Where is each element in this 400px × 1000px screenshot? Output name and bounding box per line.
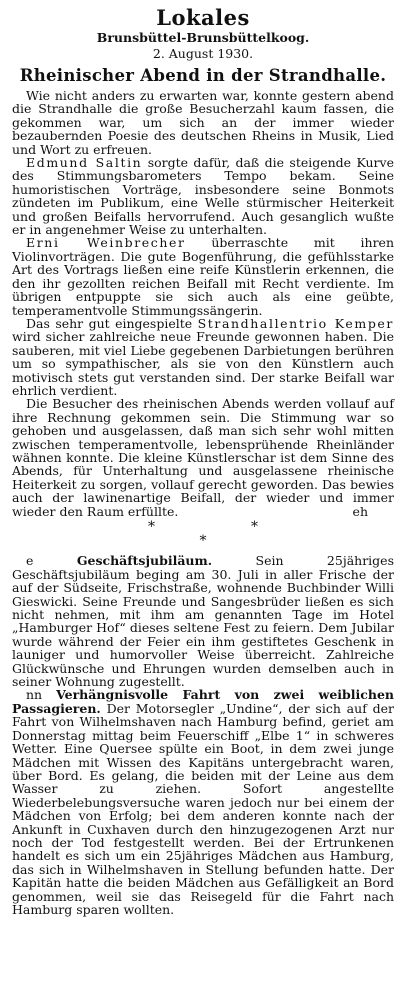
article-title-rheinischer-abend: Rheinischer Abend in der Strandhalle. [19, 66, 387, 85]
section-separator [12, 520, 394, 548]
article1-byline: eh [352, 504, 368, 519]
section-place: Brunsbüttel-Brunsbüttelkoog. [96, 30, 310, 45]
article2-paragraph [12, 554, 394, 688]
separator-star: * [148, 519, 155, 536]
article1-paragraph-2 [12, 156, 394, 236]
article3-prefix: nn [26, 687, 57, 703]
article2-title: Geschäftsjubiläum. [76, 553, 213, 569]
section-title: Lokales [156, 5, 250, 30]
article2-prefix: e [26, 553, 77, 569]
separator-star: * [251, 519, 258, 536]
article1-paragraph-3-text: überraschte mit ihren Violinvorträgen. Die gute Bogenführung, die gefühlsstarke Art des Vortrags ließen eine reife Künstlerin erkennen, die den ihr gezollten reichen Beifall mit Recht verdiente. Im übrigen entpuppte sie sich auch als eine geübte, temperamentvolle Stimmungssängerin. [12, 235, 394, 318]
performer-name-trio: Strandhallentrio Kemper [197, 315, 395, 331]
article3-title: Verhängnisvolle Fahrt von zwei weiblichen Passagieren. [12, 687, 394, 716]
article1-paragraph-4-pre: Das sehr gut eingespielte [26, 315, 198, 331]
article1-paragraph-4-text: wird sicher zahlreiche neue Freunde gewonnen haben. Die sauberen, mit viel Liebe gegebenen Darbietungen berühren um so sympathischer, als sie von den Künstlern auch motivisch stets gut verstanden sind. Der starke Beifall war ehrlich verdient. [12, 329, 394, 398]
article1-paragraph-5: Die Besucher des rheinischen Abends werden vollauf auf ihre Rechnung gekommen sein. Die Stimmung war so gehoben und ausgelassen, daß man sich sehr wohl mitten zwischen temperamentvolle, lebensprühende Rheinländer wähnen konnte. Die kleine Künstlerschar ist dem Sinne des Abends, für Unterhaltung und ausgelassene rheinische Heiterkeit zu sorgen, vollauf gerecht geworden. Das bewies auch der lawinenartige Beifall, der wieder und immer wieder den Raum erfüllte. [12, 396, 394, 519]
article1-paragraph-2-text: sorgte dafür, daß die steigende Kurve des Stimmungsbarometers Tempo bekam. Seine humoristischen Vorträge, insbesondere seine Bonmots zündeten im Publikum, eine Welle stürmischer Heiterkeit und großen Beifalls hervorrufend. Auch gesanglich wußte er in angenehmer Weise zu unterhalten. [12, 155, 394, 238]
article3-paragraph [12, 688, 394, 916]
article3-text: Der Motorsegler „Undine“, der sich auf der Fahrt von Wilhelmshaven nach Hamburg befind, geriet am Donnerstag mittag beim Feuerschiff „Elbe 1“ in schweres Wetter. Eine Quersee spülte ein Boot, in dem zwei junge Mädchen mit Wissen des Kapitäns untergebracht waren, über Bord. Es gelang, die beiden mit der Leine aus dem Wasser zu ziehen. Sofort angestellte Wiederbelebungsversuche waren jedoch nur bei einem der Mädchen von Erfolg; bei dem anderen konnte nach der Ankunft in Cuxhaven durch den hinzugezogenen Arzt nur noch der Tod festgestellt werden. Bei der Ertrunkenen handelt es sich um ein 25jähriges Mädchen aus Hamburg, das sich in Wilhelmshaven in Stellung befunden hatte. Der Kapitän hatte die beiden Mädchen aus Gefälligkeit an Bord genommen, weil sie das Reisegeld für die Fahrt nach Hamburg sparen wollten. [12, 700, 394, 917]
performer-name-weinbrecher: Erni Weinbrecher [26, 235, 186, 251]
performer-name-saltin: Edmund Saltin [26, 155, 143, 171]
article2-text: Sein 25jähriges Geschäftsjubiläum beging am 30. Juli in aller Frische der auf der Südseite, Frischstraße, wohnende Buchbinder Willi Gieswicki. Seine Freunde und Sangesbrüder ließen es sich nicht nehmen, mit ihm am genannten Tage im Hotel „Hamburger Hof“ dieses seltene Fest zu feiern. Dem Jubilar wurde während der Feier ein ihm gestiftetes Geschenk in launiger und humorvoller Weise überreicht. Zahlreiche Glückwünsche und Ehrungen wurden demselben auch in seiner Wohnung zugestellt. [12, 553, 394, 690]
article1-paragraph-4 [12, 317, 394, 397]
separator-star: * [199, 533, 207, 550]
section-date: 2. August 1930. [152, 46, 254, 61]
article1-paragraph-1: Wie nicht anders zu erwarten war, konnte gestern abend die Strandhalle die große Besucherzahl kaum fassen, die gekommen war, um sich an der immer wieder bezaubernden Poesie des deutschen Rheins in Musik, Lied und Wort zu erfreuen. [12, 88, 394, 157]
article1-paragraph-3 [12, 236, 394, 316]
